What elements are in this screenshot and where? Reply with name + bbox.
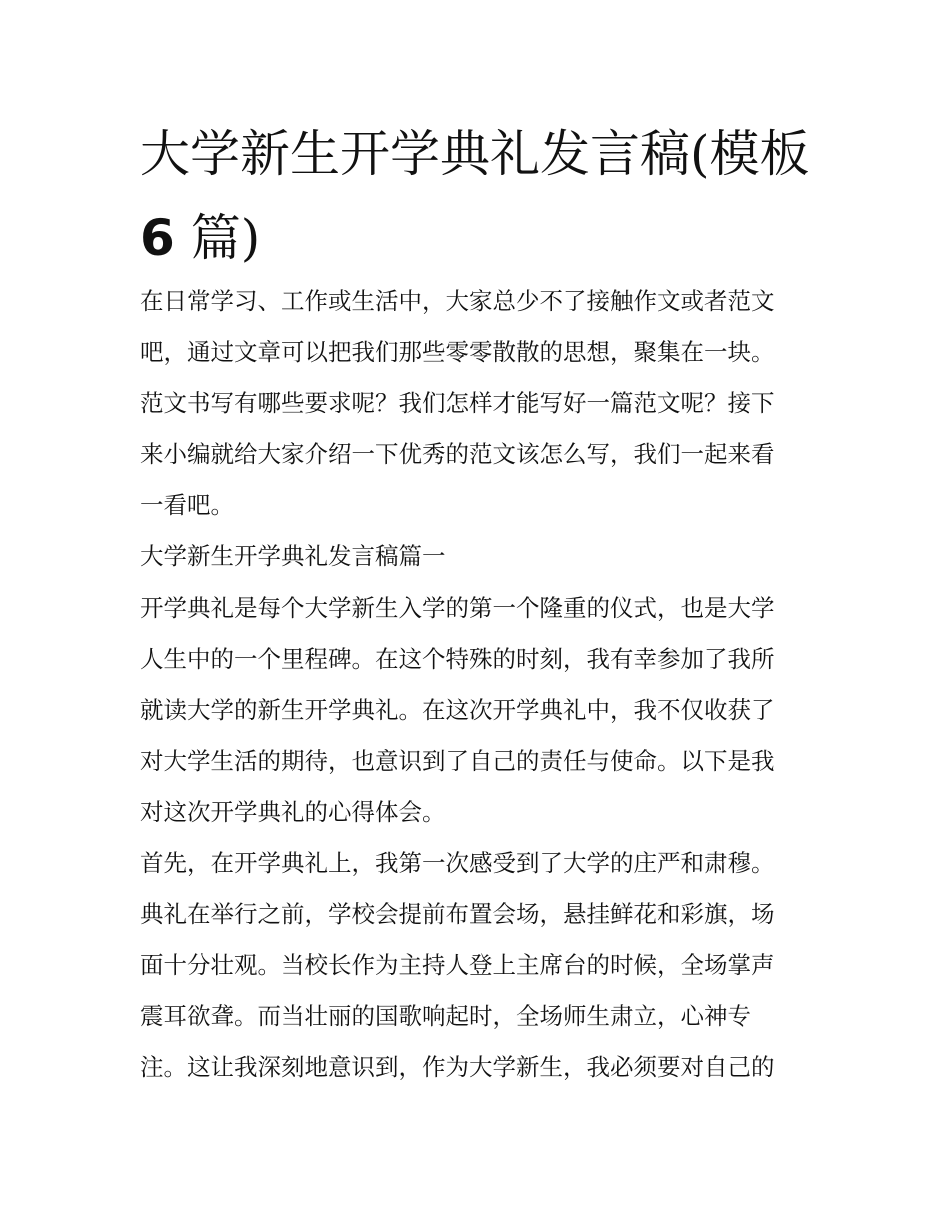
body-line: 就读大学的新生开学典礼。在这次开学典礼中，我不仅收获了 (140, 695, 775, 724)
body-line: 典礼在举行之前，学校会提前布置会场，悬挂鲜花和彩旗，场 (140, 900, 775, 929)
body-line: 吧，通过文章可以把我们那些零零散散的思想，聚集在一块。 (140, 338, 775, 367)
body-line: 开学典礼是每个大学新生入学的第一个隆重的仪式，也是大学 (140, 593, 775, 622)
body-line: 面十分壮观。当校长作为主持人登上主席台的时候，全场掌声 (140, 951, 775, 980)
body-line: 对大学生活的期待，也意识到了自己的责任与使命。以下是我 (140, 746, 775, 775)
body-line: 注。这让我深刻地意识到，作为大学新生，我必须要对自己的 (140, 1053, 775, 1082)
title-line-2: 篇) (174, 209, 261, 267)
body-line: 一看吧。 (140, 491, 234, 520)
body-line: 范文书写有哪些要求呢？我们怎样才能写好一篇范文呢？接下 (140, 389, 775, 418)
body-line: 来小编就给大家介绍一下优秀的范文该怎么写，我们一起来看 (140, 440, 775, 469)
body-line: 震耳欲聋。而当壮丽的国歌响起时，全场师生肃立，心神专 (140, 1002, 751, 1031)
body-line: 首先，在开学典礼上，我第一次感受到了大学的庄严和肃穆。 (140, 849, 775, 878)
title-number: 6 (140, 209, 175, 267)
document-title (140, 112, 820, 280)
body-line: 对这次开学典礼的心得体会。 (140, 797, 446, 826)
body-line: 在日常学习、工作或生活中，大家总少不了接触作文或者范文 (140, 287, 775, 315)
body-line: 人生中的一个里程碑。在这个特殊的时刻，我有幸参加了我所 (140, 644, 775, 673)
document-body (140, 282, 816, 1100)
section-heading: 大学新生开学典礼发言稿篇一 (140, 542, 446, 571)
title-line-1: 大学新生开学典礼发言稿(模板 (140, 125, 810, 183)
